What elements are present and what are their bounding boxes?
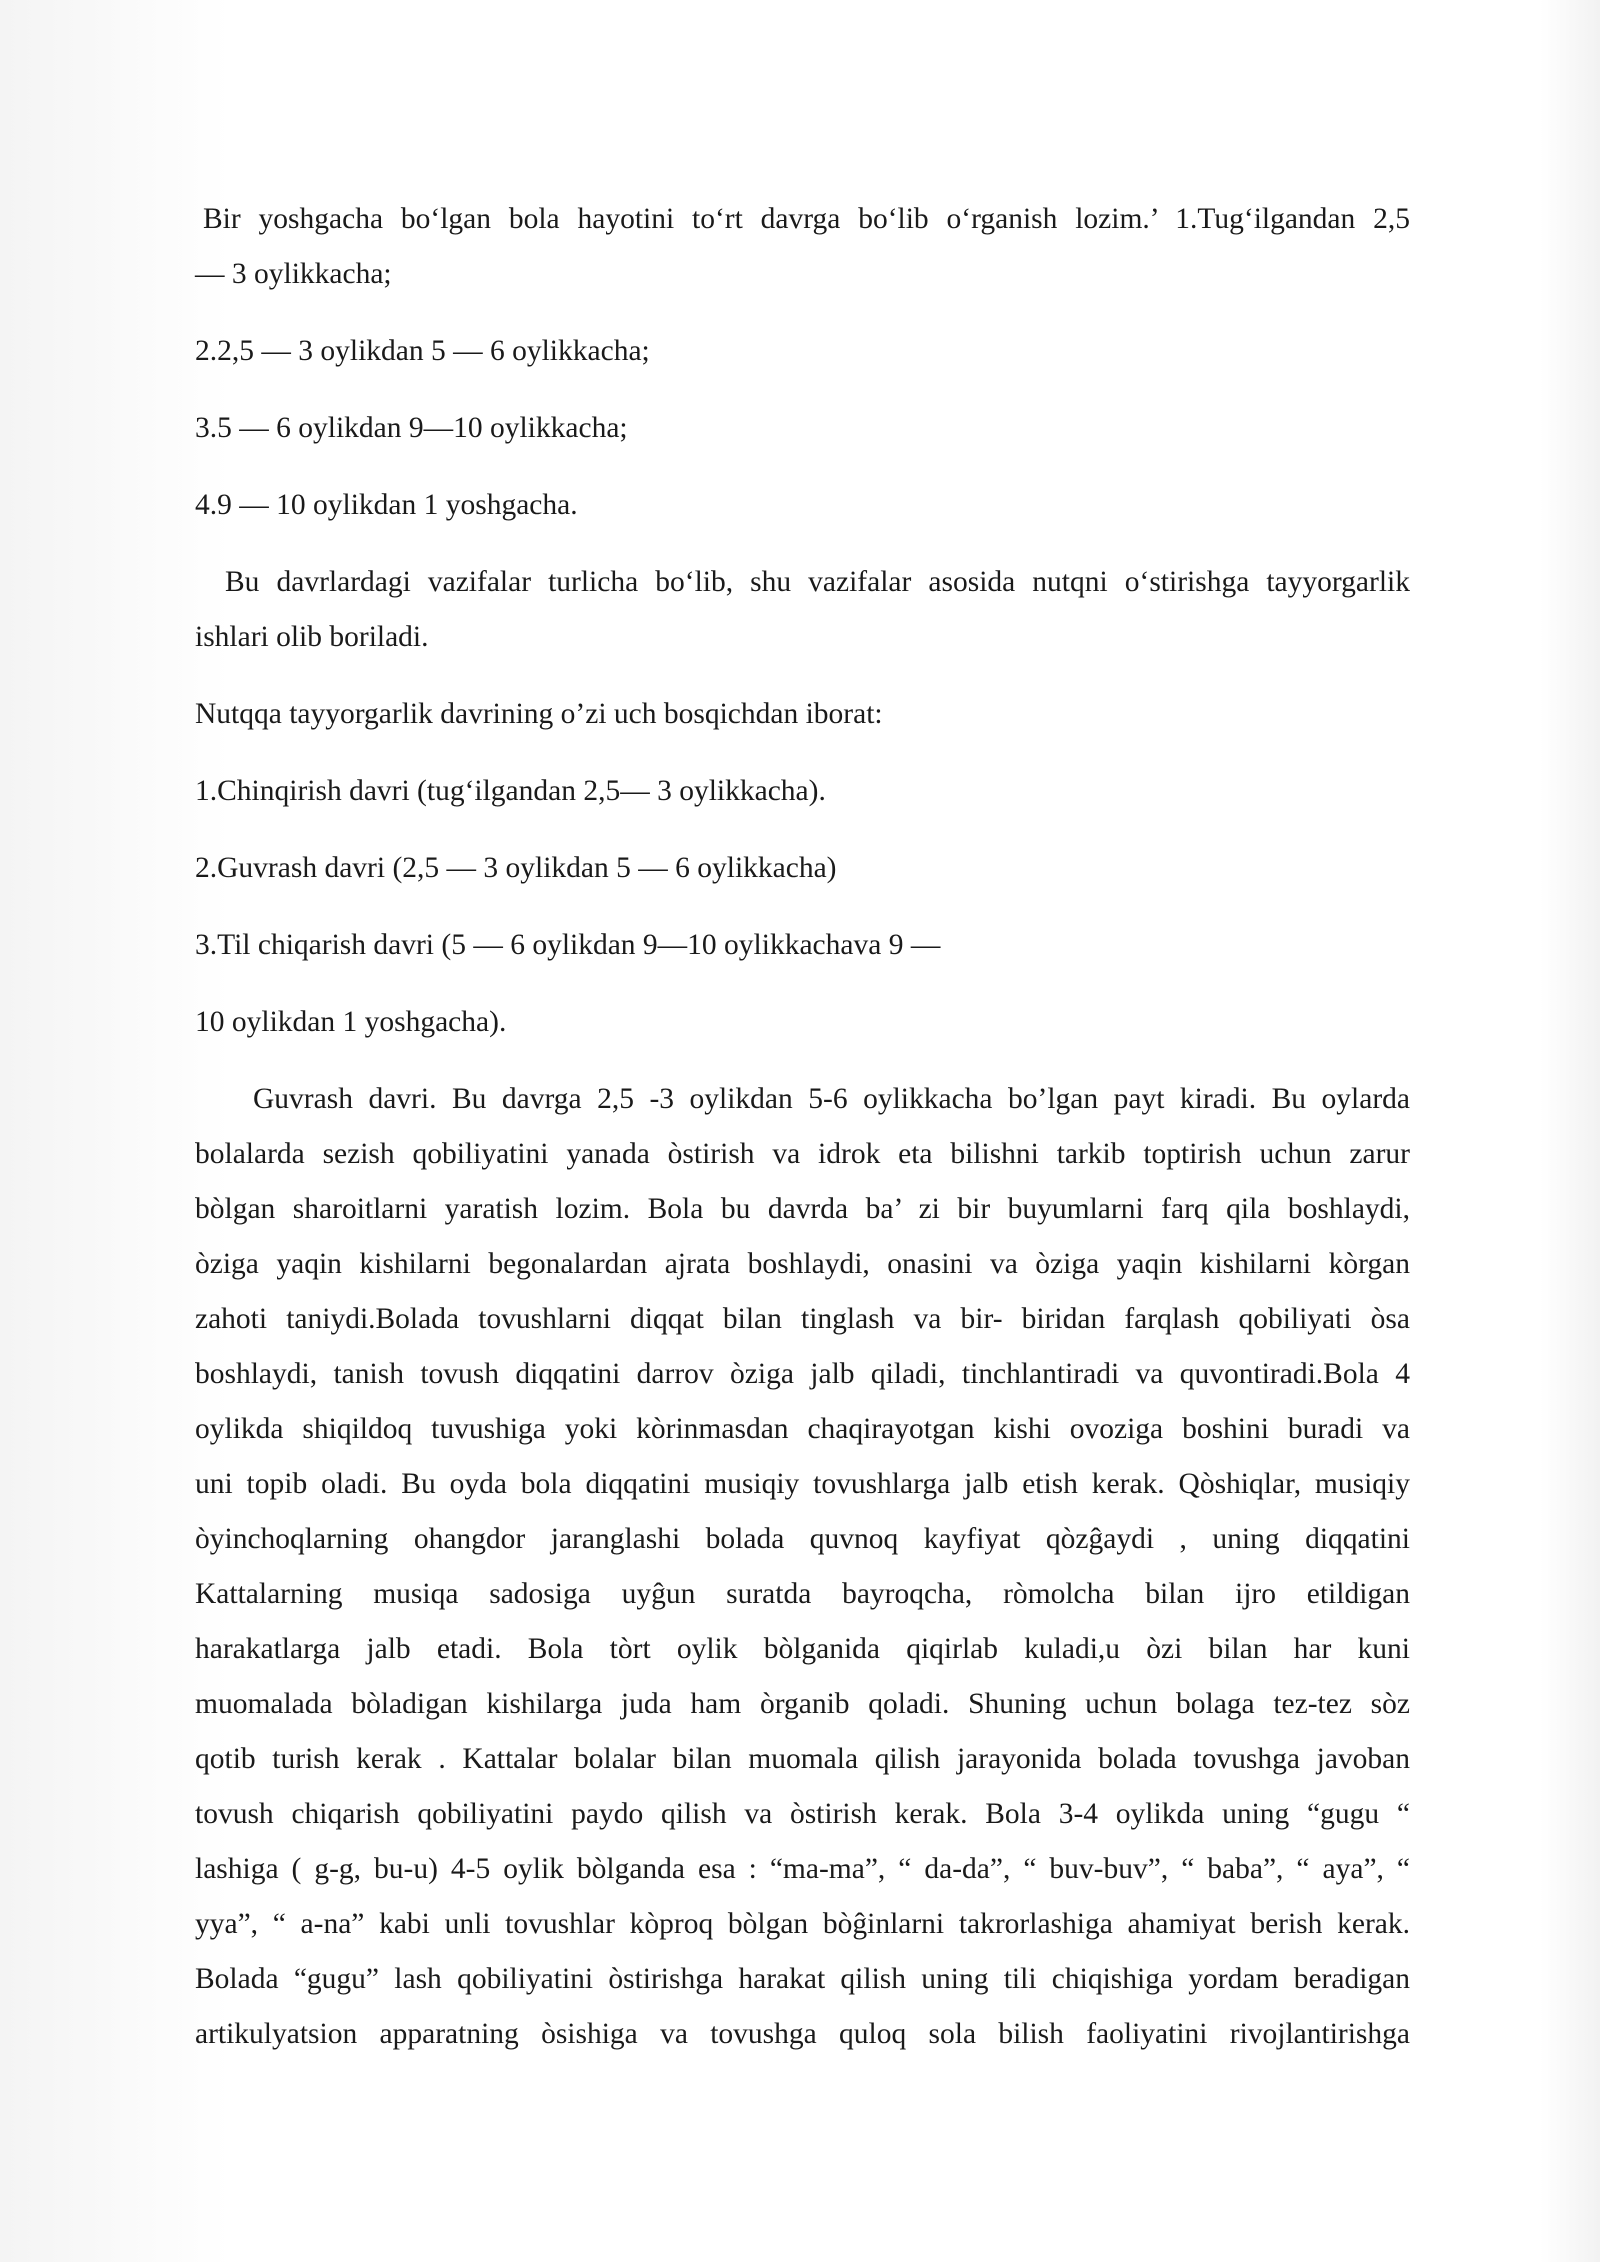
stages-intro: Nutqqa tayyorgarlik davrining o’zi uch bosqichdan iborat: <box>195 698 883 730</box>
paragraph-line: harakatlarga jalb etadi. Bola tòrt oylik bòlganida qiqirlab kuladi,u òzi bilan har kuni <box>195 1633 1410 1665</box>
paragraph-line: Bolada “gugu” lash qobiliyatini òstirishga harakat qilish uning tili chiqishiga yordam beradigan <box>195 1963 1410 1995</box>
paragraph-line: tovush chiqarish qobiliyatini paydo qilish va òstirish kerak. Bola 3-4 oylikda uning “gugu “ <box>195 1798 1410 1830</box>
paragraph-line: lashiga ( g-g, bu-u) 4-5 oylik bòlganda esa : “ma-ma”, “ da-da”, “ buv-buv”, “ baba”, “ aya”, “ <box>195 1853 1410 1885</box>
paragraph-line: yya”, “ a-na” kabi unli tovushlar kòproq bòlgan bòĝinlarni takrorlashiga ahamiyat berish kerak. <box>195 1908 1410 1940</box>
period-item: 3.5 — 6 oylikdan 9—10 oylikkacha; <box>195 412 628 444</box>
paragraph-line: òyinchoqlarning ohangdor jaranglashi bolada quvnoq kayfiyat qòzĝaydi , uning diqqatini <box>195 1523 1410 1555</box>
paragraph-line: zahoti taniydi.Bolada tovushlarni diqqat bilan tinglash va bir- biridan farqlash qobiliyati òsa <box>195 1303 1410 1335</box>
tasks-line-2: ishlari olib boriladi. <box>195 621 429 653</box>
paragraph-line: muomalada bòladigan kishilarga juda ham òrganib qoladi. Shuning uchun bolaga tez-tez sòz <box>195 1688 1410 1720</box>
stage-item: 3.Til chiqarish davri (5 — 6 oylikdan 9—10 oylikkachava 9 — <box>195 929 941 961</box>
intro-line-1: Bir yoshgacha bo‘lgan bola hayotini to‘rt davrga bo‘lib o‘rganish lozim.’ 1.Tug‘ilgandan 2,5 <box>203 203 1410 235</box>
paragraph-line: boshlaydi, tanish tovush diqqatini darrov òziga jalb qiladi, tinchlantiradi va quvontiradi.Bola 4 <box>195 1358 1410 1390</box>
stage-item: 1.Chinqirish davri (tug‘ilgandan 2,5— 3 oylikkacha). <box>195 775 826 807</box>
paragraph-line: òziga yaqin kishilarni begonalardan ajrata boshlaydi, onasini va òziga yaqin kishilarni kòrgan <box>195 1248 1410 1280</box>
paragraph-line: artikulyatsion apparatning òsishiga va tovushga quloq sola bilish faoliyatini rivojlantirishga <box>195 2018 1410 2050</box>
paragraph-line: oylikda shiqildoq tuvushiga yoki kòrinmasdan chaqirayotgan kishi ovoziga boshini buradi va <box>195 1413 1410 1445</box>
guvrash-paragraph <box>195 1072 1410 2062</box>
paragraph-line: uni topib oladi. Bu oyda bola diqqatini musiqiy tovushlarga jalb etish kerak. Qòshiqlar, musiqiy <box>195 1468 1410 1500</box>
tasks-line-1: Bu davrlardagi vazifalar turlicha bo‘lib, shu vazifalar asosida nutqni o‘stirishga tayyorgarlik <box>225 566 1410 598</box>
paragraph-line: Kattalarning musiqa sadosiga uyĝun suratda bayroqcha, ròmolcha bilan ijro etildigan <box>195 1578 1410 1610</box>
stage-item: 2.Guvrash davri (2,5 — 3 oylikdan 5 — 6 oylikkacha) <box>195 852 837 884</box>
period-item: 2.2,5 — 3 oylikdan 5 — 6 oylikkacha; <box>195 335 650 367</box>
paragraph-line: bòlgan sharoitlarni yaratish lozim. Bola bu davrda ba’ zi bir buyumlarni farq qila boshlaydi, <box>195 1193 1410 1225</box>
paragraph-line: qotib turish kerak . Kattalar bolalar bilan muomala qilish jarayonida bolada tovushga javoban <box>195 1743 1410 1775</box>
paragraph-line: bolalarda sezish qobiliyatini yanada òstirish va idrok eta bilishni tarkib toptirish uchun zarur <box>195 1138 1410 1170</box>
stage-item: 10 oylikdan 1 yoshgacha). <box>195 1006 507 1038</box>
document-body <box>195 192 1410 2062</box>
period-item: 4.9 — 10 oylikdan 1 yoshgacha. <box>195 489 578 521</box>
paragraph-line: Guvrash davri. Bu davrga 2,5 -3 oylikdan 5-6 oylikkacha bo’lgan payt kiradi. Bu oylarda <box>253 1083 1410 1115</box>
intro-line-2: — 3 oylikkacha; <box>195 258 392 290</box>
page-shadow-right <box>1540 0 1600 2262</box>
